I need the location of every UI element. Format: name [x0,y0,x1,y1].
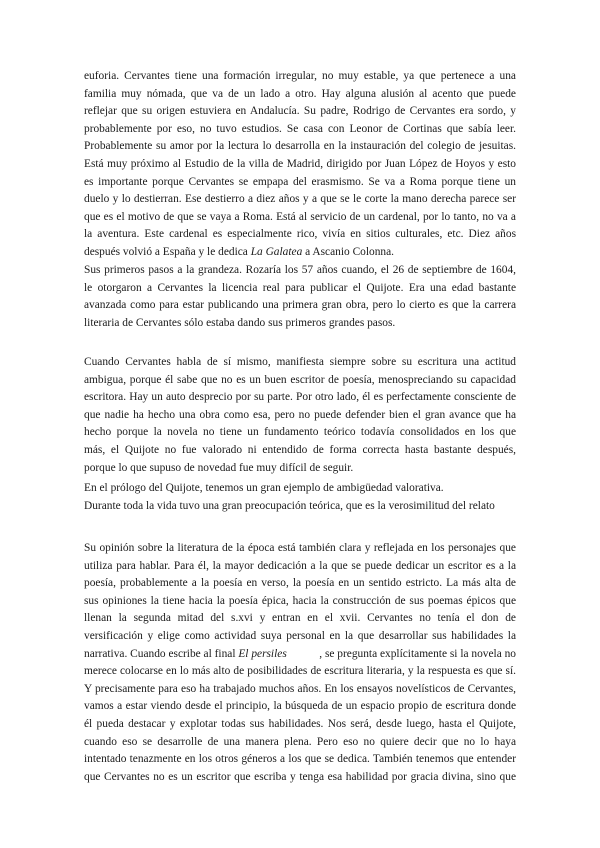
text-line: cuando eso se desarrolle de una manera plena. Pero eso no quiere decir que no lo haya [84,735,516,748]
text-line: es importante porque Cervantes se empapa del erasmismo. Se va a Roma porque tiene un [84,175,516,188]
text-line: Su opinión sobre la literatura de la época está también clara y reflejada en los personajes que [84,542,516,554]
text-line: versificación y elige como actividad suya personal en la que desarrollar sus habilidades la [84,629,516,642]
text-line: probablemente por eso, no tuvo estudios. Se casa con Leonor de Cortinas que sabía leer. [84,122,516,135]
paragraph-literature-opinion [84,540,516,786]
text-line: llenan la segunda mitad del s.xvi y entran en el xvii. Cervantes no tenía el don de [84,612,516,625]
text-run [84,646,287,664]
text-line: Cuando Cervantes habla de sí mismo, manifiesta siempre sobre su escritura una actitud [84,356,516,368]
text-line: vamos a estar viendo desde el principio, la búsqueda de un espacio propio de escritura donde [84,700,516,713]
text-line: Probablemente su amor por la lectura lo desarrolla en la instauración del colegio de jesuitas. [84,140,516,153]
text-run: , se pregunta explícitamente si la novela no [319,647,516,660]
text-line: familia muy nómada, que va de un lado a otro. Hay alguna alusión al acento que puede [84,87,516,100]
text-line: literaria de Cervantes sólo estaba dando sus primeros grandes pasos. [84,316,396,329]
text-line: merece colocarse en lo más alto de posibilidades de escritura literaria, y la respuesta es que sí. [84,665,516,678]
text-line: reflejar que su origen estuviera en Andalucía. Su padre, Rodrigo de Cervantes era sordo, y [84,105,516,118]
paragraph-prologue [84,480,516,515]
text-line: intentado tenazmente en los otros géneros a los que se dedica. También tenemos que entender [84,753,516,766]
text-line: ambigua, porque él sabe que no es un buen escritor de poesía, menospreciando su capacidad [84,373,516,386]
work-title-italic: El persiles [238,647,287,660]
text-line: más, el Quijote no fue valorado ni entendido de forma correcta hasta bastante después, [84,443,516,456]
text-line: la aventura. Este cardenal es especialmente rico, vivía en sitios culturales, etc. Diez años [84,228,516,241]
text-run: después volvió a España y le dedica [84,245,251,258]
paragraph-first-steps [84,262,516,332]
text-line: Durante toda la vida tuvo una gran preocupación teórica, que es la verosimilitud del relato [84,499,495,512]
text-line: Y precisamente para eso ha trabajado muchos años. En los ensayos novelísticos de Cervantes, [84,682,516,695]
text-line: euforia. Cervantes tiene una formación irregular, no muy estable, ya que pertenece a una [84,70,516,82]
text-run: narrativa. Cuando escribe al final [84,647,239,660]
text-line: Sus primeros pasos a la grandeza. Rozaría los 57 años cuando, el 26 de septiembre de 1604, [84,264,516,276]
text-line: le otorgaron a Cervantes la licencia real para publicar el Quijote. Era una edad bastante [84,281,516,294]
text-line: hecho porque la novela no tiene un fundamento teórico todavía consolidados en los que [84,426,516,439]
text-line: porque lo que supuso de novedad fue muy difícil de seguir. [84,461,354,474]
text-line: poesía, probablemente a la poesía en verso, la poesía en un sentido estricto. La más alta de [84,577,516,590]
text-line: utiliza para hablar. Para él, la mayor dedicación a la que se puede dedicar un escritor es a la [84,559,516,572]
paragraph-biography [84,68,516,262]
text-line [84,646,516,664]
text-line: En el prólogo del Quijote, tenemos un gran ejemplo de ambigüedad valorativa. [84,482,444,494]
text-line: Está muy próximo al Estudio de la villa de Madrid, dirigido por Juan López de Hoyos y esto [84,157,516,170]
text-line [84,244,516,262]
paragraph-self-view [84,354,516,477]
text-line: escritora. Hay un auto desprecio por su parte. Por otro lado, él es perfectamente consciente de [84,391,516,404]
text-run: a Ascanio Colonna. [302,245,395,258]
text-line: avanzada como para estar publicando una primera gran obra, pero lo cierto es que la carrera [84,299,516,312]
text-line: que nadie ha hecho una obra como esa, pero no puede defender bien el gran avance que ha [84,408,516,421]
text-line: que Cervantes no es un escritor que escriba y tenga esa habilidad por gracia divina, sino que [84,770,516,783]
text-line: duelo y lo destierran. Ese destierro a diez años y a que se le corte la mano derecha parece ser [84,193,516,206]
work-title-italic: La Galatea [250,245,303,258]
text-line: sus opiniones la tiene hacia la poesía épica, hacia la construcción de sus poemas épicos que [84,594,516,607]
text-line: él pueda destacar y explotar todas sus habilidades. Nos será, desde luego, hasta el Quijote, [84,717,516,730]
text-line: que es el motivo de que se vaya a Roma. Está al servicio de un cardenal, por lo tanto, no va a [84,210,516,223]
